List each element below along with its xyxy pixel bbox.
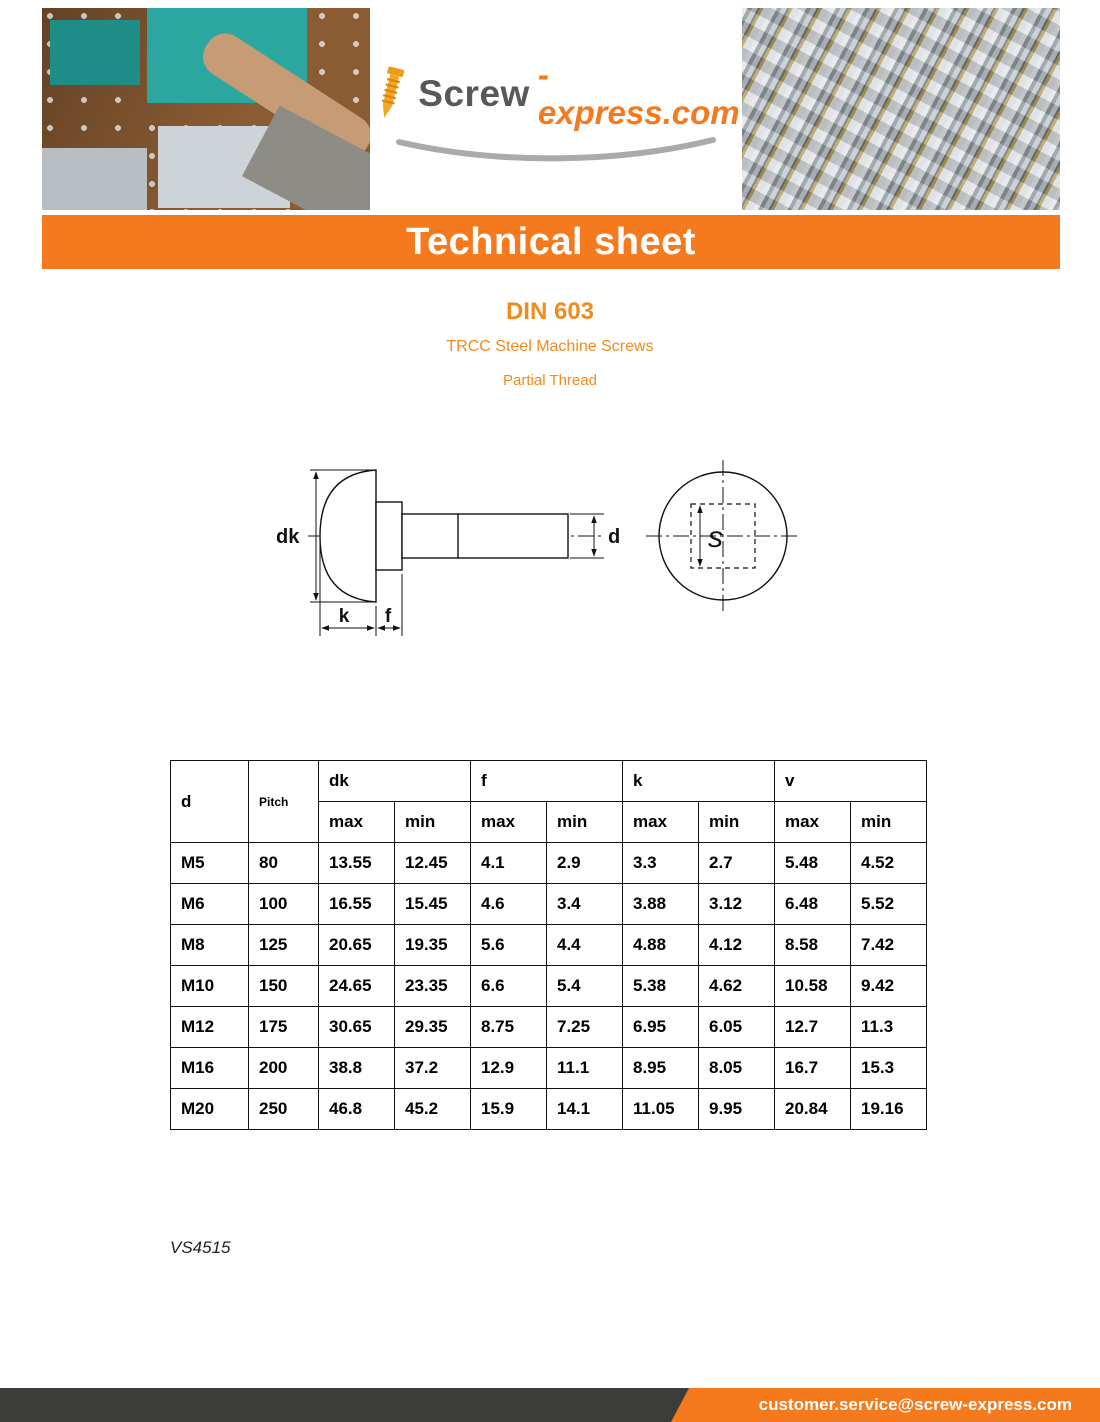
size-cell: M16 bbox=[171, 1048, 249, 1089]
table-cell: 200 bbox=[249, 1048, 319, 1089]
table-cell: 7.42 bbox=[851, 925, 927, 966]
table-cell: 2.9 bbox=[547, 843, 623, 884]
table-cell: 4.62 bbox=[699, 966, 775, 1007]
table-cell: 4.1 bbox=[471, 843, 547, 884]
size-cell: M10 bbox=[171, 966, 249, 1007]
table-cell: 10.58 bbox=[775, 966, 851, 1007]
table-cell: 30.65 bbox=[319, 1007, 395, 1048]
workbench-photo bbox=[42, 8, 370, 210]
table-cell: 37.2 bbox=[395, 1048, 471, 1089]
table-row bbox=[171, 843, 927, 884]
logo-swoosh-icon bbox=[391, 136, 721, 162]
size-cell: M12 bbox=[171, 1007, 249, 1048]
standard-title: DIN 603 bbox=[505, 298, 595, 325]
table-cell: 45.2 bbox=[395, 1089, 471, 1130]
table-cell: 5.4 bbox=[547, 966, 623, 1007]
subheader-max: max bbox=[775, 802, 851, 843]
banner-title: Technical sheet bbox=[406, 220, 696, 263]
subheader-min: min bbox=[547, 802, 623, 843]
table-cell: 8.95 bbox=[623, 1048, 699, 1089]
size-cell: M5 bbox=[171, 843, 249, 884]
table-cell: 12.45 bbox=[395, 843, 471, 884]
table-cell: 11.3 bbox=[851, 1007, 927, 1048]
size-cell: M8 bbox=[171, 925, 249, 966]
product-subtitle: TRCC Steel Machine Screws bbox=[446, 338, 654, 355]
table-row bbox=[171, 925, 927, 966]
table-cell: 3.3 bbox=[623, 843, 699, 884]
col-header-dk: dk bbox=[319, 761, 471, 802]
table-cell: 5.48 bbox=[775, 843, 851, 884]
table-cell: 13.55 bbox=[319, 843, 395, 884]
table-cell: 19.35 bbox=[395, 925, 471, 966]
table-cell: 46.8 bbox=[319, 1089, 395, 1130]
table-cell: 175 bbox=[249, 1007, 319, 1048]
table-cell: 100 bbox=[249, 884, 319, 925]
footer-email: customer.service@screw-express.com bbox=[758, 1395, 1072, 1414]
table-cell: 8.58 bbox=[775, 925, 851, 966]
size-cell: M6 bbox=[171, 884, 249, 925]
subheader-max: max bbox=[623, 802, 699, 843]
label-d: d bbox=[608, 526, 621, 548]
label-s: s bbox=[708, 521, 723, 554]
table-cell: 6.95 bbox=[623, 1007, 699, 1048]
size-cell: M20 bbox=[171, 1089, 249, 1130]
table-cell: 8.05 bbox=[699, 1048, 775, 1089]
subheader-min: min bbox=[851, 802, 927, 843]
screw-icon bbox=[370, 62, 410, 126]
brand-name-primary: Screw bbox=[418, 73, 530, 114]
col-header-d: d bbox=[171, 761, 249, 843]
table-cell: 2.7 bbox=[699, 843, 775, 884]
title-section bbox=[0, 298, 1100, 389]
table-row bbox=[171, 884, 927, 925]
table-cell: 38.8 bbox=[319, 1048, 395, 1089]
col-header-k: k bbox=[623, 761, 775, 802]
table-cell: 4.6 bbox=[471, 884, 547, 925]
table-cell: 250 bbox=[249, 1089, 319, 1130]
table-cell: 20.65 bbox=[319, 925, 395, 966]
table-cell: 150 bbox=[249, 966, 319, 1007]
table-cell: 19.16 bbox=[851, 1089, 927, 1130]
table-cell: 6.48 bbox=[775, 884, 851, 925]
table-cell: 16.7 bbox=[775, 1048, 851, 1089]
table-cell: 4.12 bbox=[699, 925, 775, 966]
subheader-max: max bbox=[471, 802, 547, 843]
table-cell: 6.6 bbox=[471, 966, 547, 1007]
table-cell: 9.42 bbox=[851, 966, 927, 1007]
footer-bar bbox=[0, 1388, 1100, 1422]
brand-name-secondary: -express.com bbox=[537, 56, 740, 131]
table-cell: 15.45 bbox=[395, 884, 471, 925]
label-dk: dk bbox=[276, 526, 300, 548]
bolt-drawing-svg bbox=[268, 440, 838, 670]
table-cell: 12.7 bbox=[775, 1007, 851, 1048]
table-cell: 15.9 bbox=[471, 1089, 547, 1130]
logo-line bbox=[370, 56, 742, 132]
subheader-max: max bbox=[319, 802, 395, 843]
header bbox=[42, 8, 1060, 210]
table-cell: 5.52 bbox=[851, 884, 927, 925]
table-row bbox=[171, 1089, 927, 1130]
label-f: f bbox=[384, 606, 392, 627]
table-cell: 4.88 bbox=[623, 925, 699, 966]
table-cell: 14.1 bbox=[547, 1089, 623, 1130]
thread-type: Partial Thread bbox=[503, 372, 597, 389]
logo bbox=[370, 8, 742, 210]
table-cell: 29.35 bbox=[395, 1007, 471, 1048]
table-cell: 15.3 bbox=[851, 1048, 927, 1089]
col-header-v: v bbox=[775, 761, 927, 802]
table-cell: 16.55 bbox=[319, 884, 395, 925]
table-row bbox=[171, 1048, 927, 1089]
table-cell: 8.75 bbox=[471, 1007, 547, 1048]
table-cell: 5.6 bbox=[471, 925, 547, 966]
table-cell: 12.9 bbox=[471, 1048, 547, 1089]
table-cell: 23.35 bbox=[395, 966, 471, 1007]
dimensions-table bbox=[170, 760, 927, 1130]
table-cell: 6.05 bbox=[699, 1007, 775, 1048]
table-cell: 24.65 bbox=[319, 966, 395, 1007]
subheader-min: min bbox=[395, 802, 471, 843]
table-cell: 9.95 bbox=[699, 1089, 775, 1130]
table-header-row bbox=[171, 761, 927, 802]
table-cell: 125 bbox=[249, 925, 319, 966]
table-cell: 3.4 bbox=[547, 884, 623, 925]
table-cell: 5.38 bbox=[623, 966, 699, 1007]
reference-code: VS4515 bbox=[170, 1238, 231, 1257]
table-cell: 20.84 bbox=[775, 1089, 851, 1130]
bolt-diagram bbox=[268, 440, 838, 675]
label-k: k bbox=[338, 606, 350, 627]
table-cell: 4.4 bbox=[547, 925, 623, 966]
table-cell: 3.88 bbox=[623, 884, 699, 925]
banner bbox=[42, 215, 1060, 269]
table-row bbox=[171, 966, 927, 1007]
table-cell: 11.05 bbox=[623, 1089, 699, 1130]
table-cell: 4.52 bbox=[851, 843, 927, 884]
table-cell: 80 bbox=[249, 843, 319, 884]
col-header-f: f bbox=[471, 761, 623, 802]
table-cell: 7.25 bbox=[547, 1007, 623, 1048]
col-header-pitch: Pitch bbox=[249, 761, 319, 843]
table-cell: 3.12 bbox=[699, 884, 775, 925]
screws-photo bbox=[742, 8, 1060, 210]
table-row bbox=[171, 1007, 927, 1048]
subheader-min: min bbox=[699, 802, 775, 843]
table-cell: 11.1 bbox=[547, 1048, 623, 1089]
